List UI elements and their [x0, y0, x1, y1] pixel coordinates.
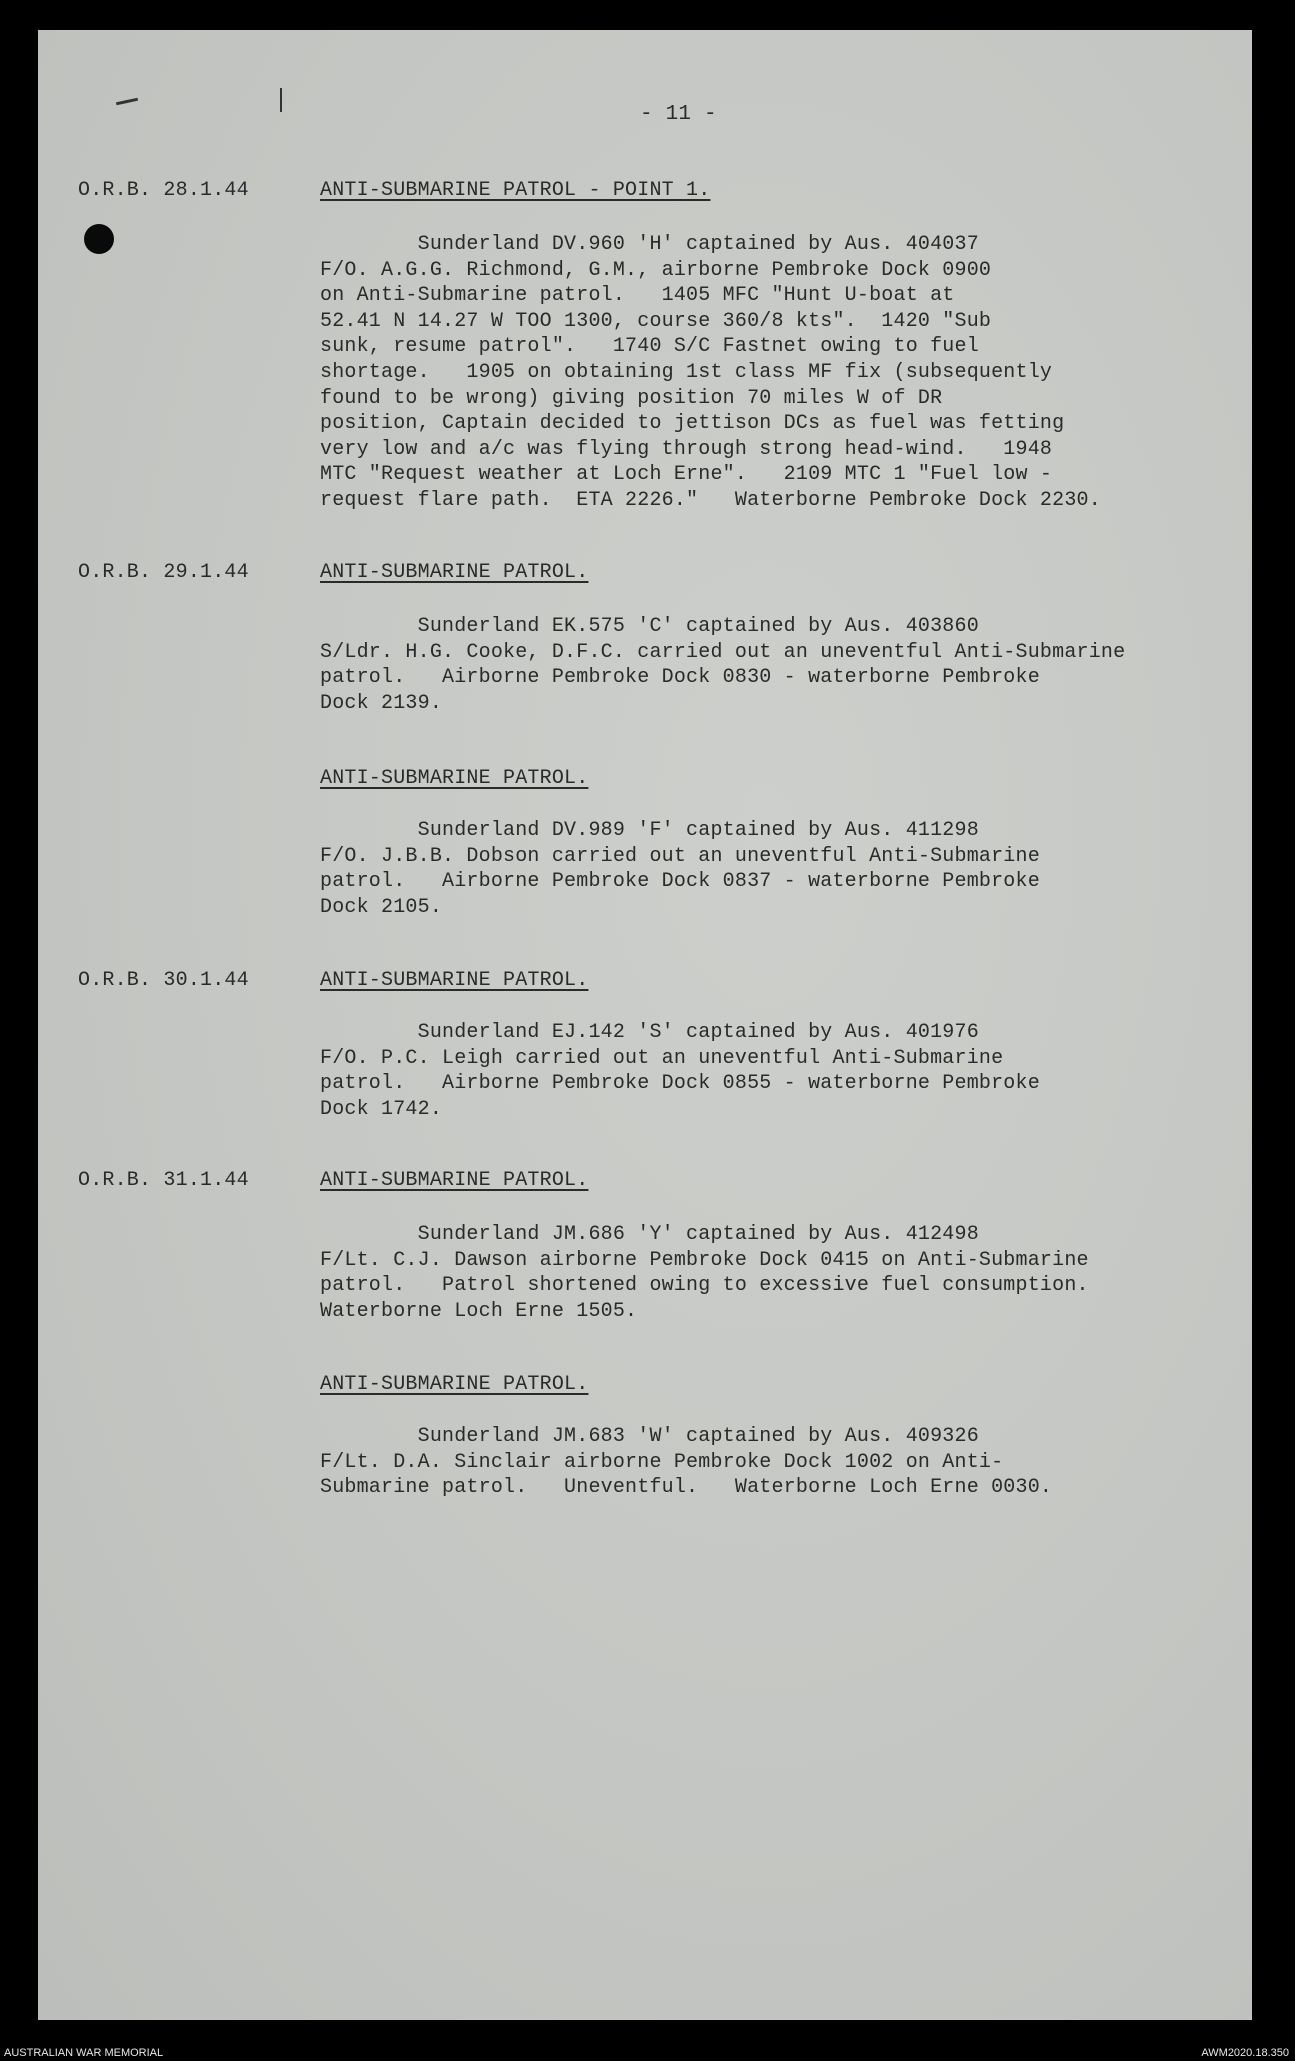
entry-body: Sunderland JM.686 'Y' captained by Aus. 412498 F/Lt. C.J. Dawson airborne Pembroke Dock 0415 on Anti-Submarine patrol. Patrol shortened owing to excessive fuel consumption. Waterborne Loch Erne 1505.	[320, 1223, 1089, 1323]
footer-archive-name: AUSTRALIAN WAR MEMORIAL	[4, 2047, 164, 2059]
entry-heading: ANTI-SUBMARINE PATROL.	[320, 969, 589, 992]
entry-heading: ANTI-SUBMARINE PATROL.	[320, 561, 589, 584]
entry-body: Sunderland DV.960 'H' captained by Aus. 404037 F/O. A.G.G. Richmond, G.M., airborne Pembroke Dock 0900 on Anti-Submarine patrol. 1405 MFC "Hunt U-boat at 52.41 N 14.27 W TOO 1300, course 360/8 kts". 1420 "Sub sunk, resume patrol". 1740 S/C Fastnet owing to fuel shortage. 1905 on obtaining 1st class MF fix (subsequently found to be wrong) giving position 70 miles W of DR position, Captain decided to jettison DCs as fuel was fetting very low and a/c was flying through strong head-wind. 1948 MTC "Request weather at Loch Erne". 2109 MTC 1 "Fuel low - request flare path. ETA 2226." Waterborne Pembroke Dock 2230.	[320, 233, 1101, 512]
entry-body: Sunderland EJ.142 'S' captained by Aus. 401976 F/O. P.C. Leigh carried out an uneventful Anti-Submarine patrol. Airborne Pembroke Dock 0855 - waterborne Pembroke Dock 1742.	[320, 1021, 1040, 1121]
orb-reference: O.R.B. 30.1.44	[78, 969, 249, 992]
orb-reference: O.R.B. 28.1.44	[78, 179, 249, 202]
entry-heading: ANTI-SUBMARINE PATROL - POINT 1.	[320, 179, 711, 202]
page-number: - 11 -	[640, 103, 717, 126]
entry-body: Sunderland EK.575 'C' captained by Aus. 403860 S/Ldr. H.G. Cooke, D.F.C. carried out an uneventful Anti-Submarine patrol. Airborne Pembroke Dock 0830 - waterborne Pembroke Dock 2139.	[320, 615, 1126, 715]
entry-body: Sunderland JM.683 'W' captained by Aus. 409326 F/Lt. D.A. Sinclair airborne Pembroke Dock 1002 on Anti- Submarine patrol. Uneventful. Waterborne Loch Erne 0030.	[320, 1425, 1053, 1500]
footer-accession-number: AWM2020.18.350	[1201, 2047, 1289, 2059]
entry-heading: ANTI-SUBMARINE PATROL.	[320, 1169, 589, 1192]
entry-heading: ANTI-SUBMARINE PATROL.	[320, 1373, 589, 1396]
paper-speck-mark	[280, 88, 282, 112]
entry-heading: ANTI-SUBMARINE PATROL.	[320, 767, 589, 790]
orb-reference: O.R.B. 31.1.44	[78, 1169, 249, 1192]
entry-body: Sunderland DV.989 'F' captained by Aus. 411298 F/O. J.B.B. Dobson carried out an uneventful Anti-Submarine patrol. Airborne Pembroke Dock 0837 - waterborne Pembroke Dock 2105.	[320, 819, 1040, 919]
orb-reference: O.R.B. 29.1.44	[78, 561, 249, 584]
punch-hole-mark	[84, 224, 114, 254]
